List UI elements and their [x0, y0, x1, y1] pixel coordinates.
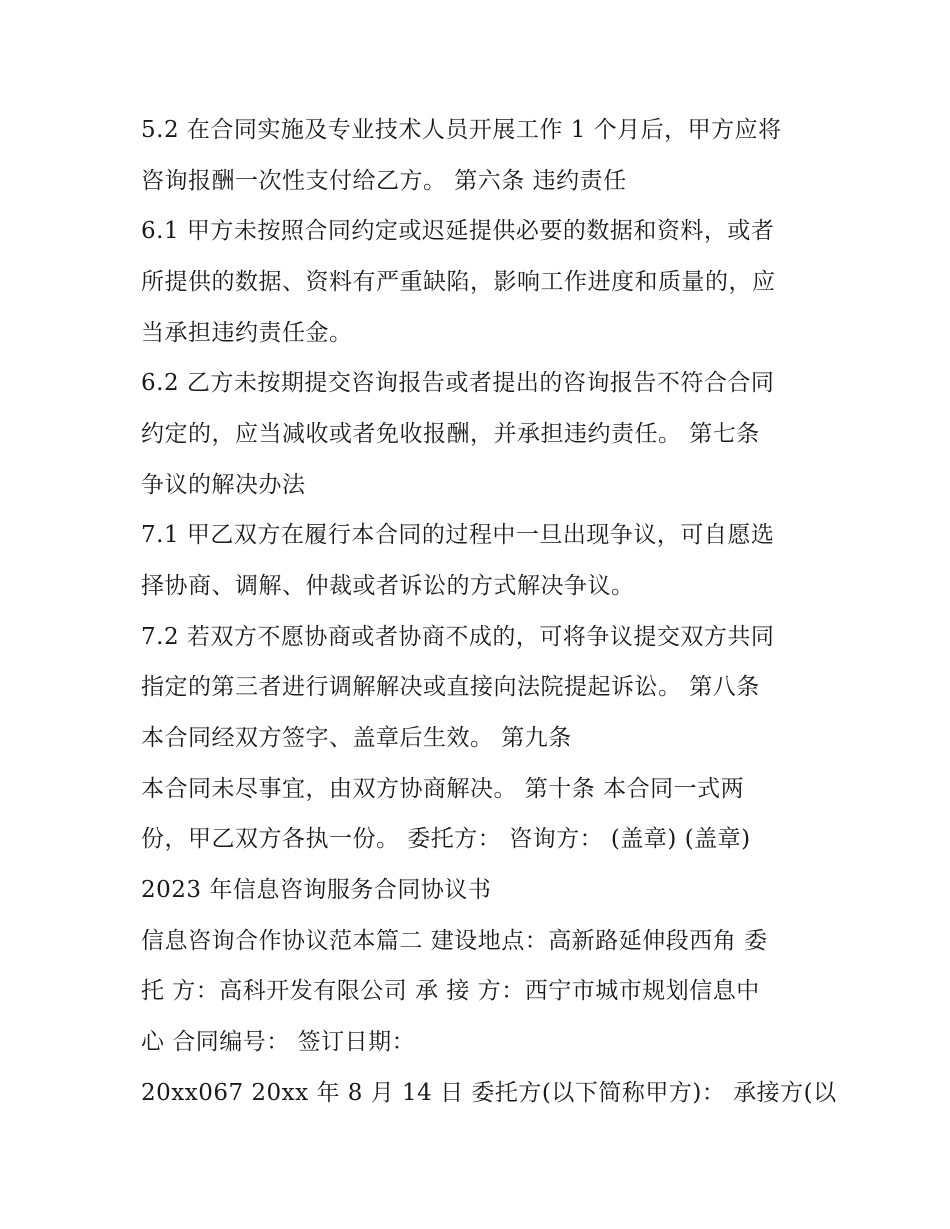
text-line: 心 合同编号： 签订日期： [141, 1029, 416, 1055]
text-line: 6.2 乙方未按期提交咨询报告或者提出的咨询报告不符合合同 [141, 370, 775, 396]
text-line: 6.1 甲方未按照合同约定或迟延提供必要的数据和资料，或者 [141, 218, 775, 244]
text-line: 份，甲乙双方各执一份。 委托方： 咨询方： (盖章) (盖章) [141, 826, 751, 852]
text-line: 信息咨询合作协议范本篇二 建设地点：高新路延伸段西角 委 [141, 928, 768, 954]
text-line: 7.2 若双方不愿协商或者协商不成的，可将争议提交双方共同 [141, 624, 775, 650]
text-line: 本合同未尽事宜，由双方协商解决。 第十条 本合同一式两 [141, 776, 745, 802]
text-line: 2023 年信息咨询服务合同协议书 [141, 877, 492, 903]
text-line: 当承担违约责任金。 [141, 320, 353, 346]
text-line: 择协商、调解、仲裁或者诉讼的方式解决争议。 [141, 573, 635, 599]
text-line: 约定的，应当减收或者免收报酬，并承担违约责任。 第七条 [141, 421, 760, 447]
text-line: 本合同经双方签字、盖章后生效。 第九条 [141, 725, 572, 751]
text-line: 5.2 在合同实施及专业技术人员开展工作 1 个月后，甲方应将 [141, 117, 782, 143]
text-line: 争议的解决办法 [141, 472, 306, 498]
text-line: 托 方：高科开发有限公司 承 接 方：西宁市城市规划信息中 [141, 978, 760, 1004]
text-line: 指定的第三者进行调解解决或直接向法院提起诉讼。 第八条 [141, 674, 760, 700]
text-line: 所提供的数据、资料有严重缺陷，影响工作进度和质量的，应 [141, 269, 776, 295]
text-line: 咨询报酬一次性支付给乙方。 第六条 违约责任 [141, 168, 627, 194]
text-line: 7.1 甲乙双方在履行本合同的过程中一旦出现争议，可自愿选 [141, 522, 775, 548]
text-line: 20xx067 20xx 年 8 月 14 日 委托方(以下简称甲方)： 承接方(以 [141, 1080, 837, 1106]
